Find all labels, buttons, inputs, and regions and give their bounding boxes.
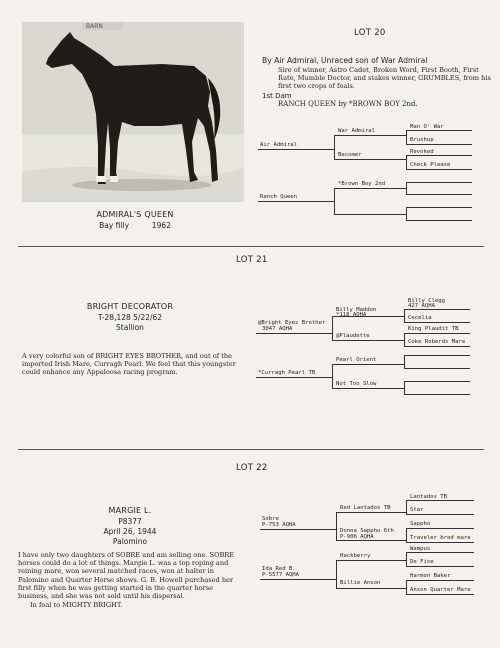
ped22-dd: Billie Anson: [340, 580, 381, 586]
lot-20-horse-sex: Bay filly: [99, 221, 130, 230]
ped22-dds: Harmon Baker: [410, 573, 451, 579]
lot-22-desc: I have only two daughters of SOBRE and am selling one. SOBRE horses could do a lot of things. Margie L. was a top roping and reining mare, won several matched races, won at halter in Palomino and Quarter Horse shows. G. B. Howell purchased her first filly when he was getting started in the quarter horse business, and she was not sold until his dispersal.: [18, 551, 235, 601]
ped21-sire: @Bright Eyes Brother: [258, 320, 326, 326]
barn-sign: BARN: [86, 23, 103, 30]
ped21-ss: Billy Maddon: [336, 307, 377, 313]
ped20-ss: War Admiral: [338, 128, 376, 134]
lot-20-horse-details: [60, 221, 210, 230]
ped21-sds: King Plaudit TB: [408, 326, 459, 332]
ped22-sss: Lantados TB: [410, 494, 448, 500]
ped20-sdd: Check Please: [410, 162, 451, 168]
ped21-ds: Pearl Orient: [336, 357, 377, 363]
lot-21-desc: A very colorful son of BRIGHT EYES BROTHER, and out of the imported Irish Mare, Curragh Pearl. We feel that this youngster could enhance any Appaloosa racing program.: [22, 352, 236, 377]
lot-20-horse-year: 1962: [151, 221, 171, 230]
lot-20-label: LOT 20: [354, 28, 386, 38]
ped22-dam: Ida Red B.: [262, 566, 296, 572]
ped22-ddd: Anson Quarter Mare: [410, 587, 471, 593]
ped20-sds: Revoked: [410, 149, 434, 155]
ped21-sss-reg: 427 AQHA: [408, 303, 435, 309]
ped21-sd: @Plaudette: [336, 333, 370, 339]
ped20-sss: Man O' War: [410, 124, 444, 130]
lot-22-horse-sex: Palomino: [112, 537, 148, 546]
lot-21-horse-sex: Stallion: [116, 323, 144, 332]
ped21-ss-reg: *118 AQHA: [336, 312, 367, 318]
lot-21-label: LOT 21: [236, 255, 268, 265]
ped22-sds: Sappho: [410, 521, 431, 527]
ped22-ds: Hackberry: [340, 553, 371, 559]
lot-20-dam-label: 1st Dam: [262, 92, 292, 100]
lot-22-date-line: April 26, 1944: [103, 527, 157, 536]
ped22-dam-reg: P-5577 AQHA: [262, 572, 300, 578]
divider-2: [18, 449, 484, 450]
lot-22-label: LOT 22: [236, 463, 268, 473]
lot-22-horse-name: MARGIE L.: [108, 506, 152, 515]
ped20-sd: Becomer: [338, 152, 362, 158]
lot-20-by-line: By Air Admiral, Unraced son of War Admiral: [262, 56, 428, 65]
ped20-ds: *Brown Boy 2nd: [338, 181, 386, 187]
lot-22-foal-line: In foal to MIGHTY BRIGHT.: [30, 601, 123, 609]
lot-20-horse-name: ADMIRAL'S QUEEN: [96, 210, 174, 219]
ped21-dam: *Curragh Pearl TB: [258, 370, 316, 376]
divider-1: [18, 246, 484, 247]
ped22-dss: Wampus: [410, 546, 431, 552]
ped22-sire: Sobre: [262, 516, 279, 522]
ped20-dam: Ranch Queen: [260, 194, 298, 200]
ped21-sdd: Coke Roberds Mare: [408, 339, 466, 345]
lot-21-horse-name: BRIGHT DECORATOR: [86, 302, 174, 311]
ped20-ssd: Brushup: [410, 137, 434, 143]
ped22-sdd: Traveler bred mare: [410, 535, 471, 541]
ped21-sss: Billy Clegg: [408, 298, 446, 304]
ped21-ssd: Cecelia: [408, 315, 432, 321]
lot-22-reg-line: P8377: [118, 517, 142, 526]
horse-photo: [22, 22, 244, 202]
lot-20-dam-line: RANCH QUEEN by *BROWN BOY 2nd.: [278, 100, 418, 108]
lot-20-sire-desc: Sire of winner, Astro Cadet, Broken Word, First Booth, First Rate, Mumble Doctor, and stakes winner, GRUMBLES, from his first two crops of foals.: [278, 66, 491, 91]
ped22-dsd: De Fise: [410, 559, 434, 565]
lot-21-reg-line: T-28,128 5/22/62: [97, 313, 163, 322]
ped21-sire-reg: 3047 AQHA: [262, 326, 293, 332]
ped21-dd: Not Too Slow: [336, 381, 377, 387]
ped22-ssd: Star: [410, 507, 424, 513]
ped22-sd-reg: P-906 AQHA: [340, 534, 374, 540]
horse-photo-illustration: [22, 22, 244, 202]
ped22-ss: Red Lantados TB: [340, 505, 391, 511]
ped22-sire-reg: P-753 AQHA: [262, 522, 296, 528]
ped22-sd: Donna Sappho 6th: [340, 528, 394, 534]
ped20-sire: Air Admiral: [260, 142, 298, 148]
